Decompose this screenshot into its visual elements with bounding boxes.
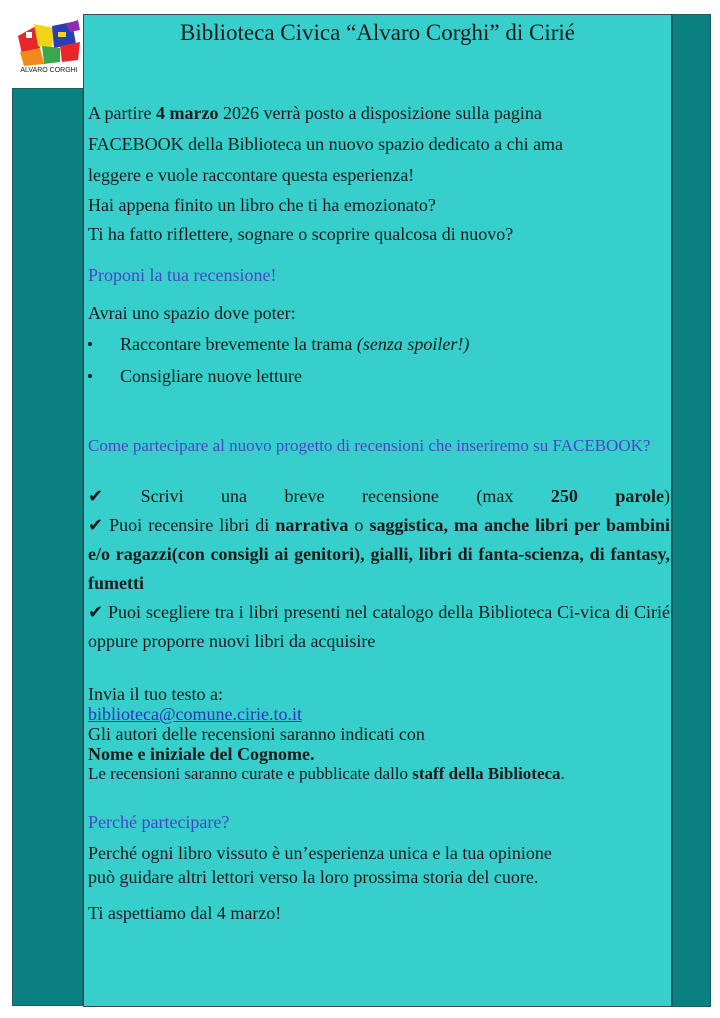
check-item-1: [88, 482, 670, 511]
checkmark-icon: ✔: [88, 602, 104, 623]
list-item: [88, 328, 670, 360]
checkmark-icon: ✔: [88, 486, 104, 507]
checkmark-icon: ✔: [88, 515, 104, 536]
intro-line-1: [88, 98, 670, 129]
curated-start: Le recensioni saranno curate e pubblicate dallo: [88, 764, 413, 783]
send-label: Invia il tuo testo a:: [88, 684, 223, 704]
authors-format: Nome e iniziale del Cognome.: [88, 744, 315, 764]
intro-line-3: leggere e vuole raccontare questa esperienza!: [88, 165, 415, 185]
intro-line-1-end: 2026 verrà posto a disposizione sulla pagina: [218, 103, 542, 123]
propose-lead: Avrai uno spazio dove poter:: [88, 303, 296, 323]
propose-item-1-note: (senza spoiler!): [356, 334, 470, 354]
intro-section: [88, 98, 670, 249]
library-logo: [14, 18, 84, 78]
how-checklist: [88, 482, 670, 656]
propose-heading: Proponi la tua recensione!: [88, 265, 277, 285]
why-line-1: Perché ogni libro vissuto è un’esperienza unica e la tua opinione: [88, 843, 552, 863]
check-3-text: Puoi scegliere tra i libri presenti nel catalogo della Biblioteca Ci-vica di Cirié oppure proporre nuovi libri da acquisire: [88, 602, 670, 651]
check-1-bold: 250 parole: [550, 486, 664, 506]
curated-end: .: [560, 764, 565, 783]
intro-date: 4 marzo: [155, 103, 219, 123]
propose-item-2: Consigliare nuove letture: [120, 366, 302, 386]
logo-text: ALVARO CORGHI: [20, 67, 78, 74]
check-1-end: ): [664, 486, 670, 506]
check-item-2: [88, 511, 670, 598]
right-decorative-bar: [672, 14, 711, 1007]
bullet-dot: [88, 374, 92, 378]
intro-line-1-start: A partire: [88, 103, 156, 123]
authors-text: Gli autori delle recensioni saranno indicati con: [88, 724, 425, 744]
why-heading: Perché partecipare?: [88, 812, 230, 832]
check-item-3: [88, 598, 670, 656]
intro-line-2: FACEBOOK della Biblioteca un nuovo spazio dedicato a chi ama: [88, 134, 564, 154]
propose-item-1: Raccontare brevemente la trama: [120, 334, 357, 354]
left-decorative-bar: [12, 88, 83, 1006]
check-2-genres: saggistica, ma anche libri per bambini e/o ragazzi(con consigli ai genitori), gialli, libri di fanta-scienza, di fantasy, fumetti: [88, 515, 671, 593]
list-item: [88, 360, 670, 392]
why-line-2: può guidare altri lettori verso la loro prossima storia del cuore.: [88, 867, 539, 887]
bullet-dot: [88, 342, 92, 346]
curated-staff: staff della Biblioteca: [412, 764, 561, 783]
check-2-mid: o: [348, 515, 370, 535]
send-section: [88, 684, 670, 784]
intro-line-4: Hai appena finito un libro che ti ha emozionato?: [88, 195, 436, 215]
check-1-text: Scrivi una breve recensione (max: [103, 486, 551, 506]
curated-text: [88, 764, 670, 784]
closing-text: Ti aspettiamo dal 4 marzo!: [88, 903, 282, 923]
intro-line-5: Ti ha fatto riflettere, sognare o scoprire qualcosa di nuovo?: [88, 224, 514, 244]
check-2-text: Puoi recensire libri di: [103, 515, 276, 535]
page-title: Biblioteca Civica “Alvaro Corghi” di Cirié: [180, 20, 575, 45]
how-heading: Come partecipare al nuovo progetto di recensioni che inseriremo su FACEBOOK?: [88, 436, 651, 455]
propose-list: [88, 328, 670, 392]
flyer-content: [88, 98, 670, 924]
email-link[interactable]: biblioteca@comune.cirie.to.it: [88, 704, 303, 724]
check-2-narrativa: narrativa: [275, 515, 349, 535]
